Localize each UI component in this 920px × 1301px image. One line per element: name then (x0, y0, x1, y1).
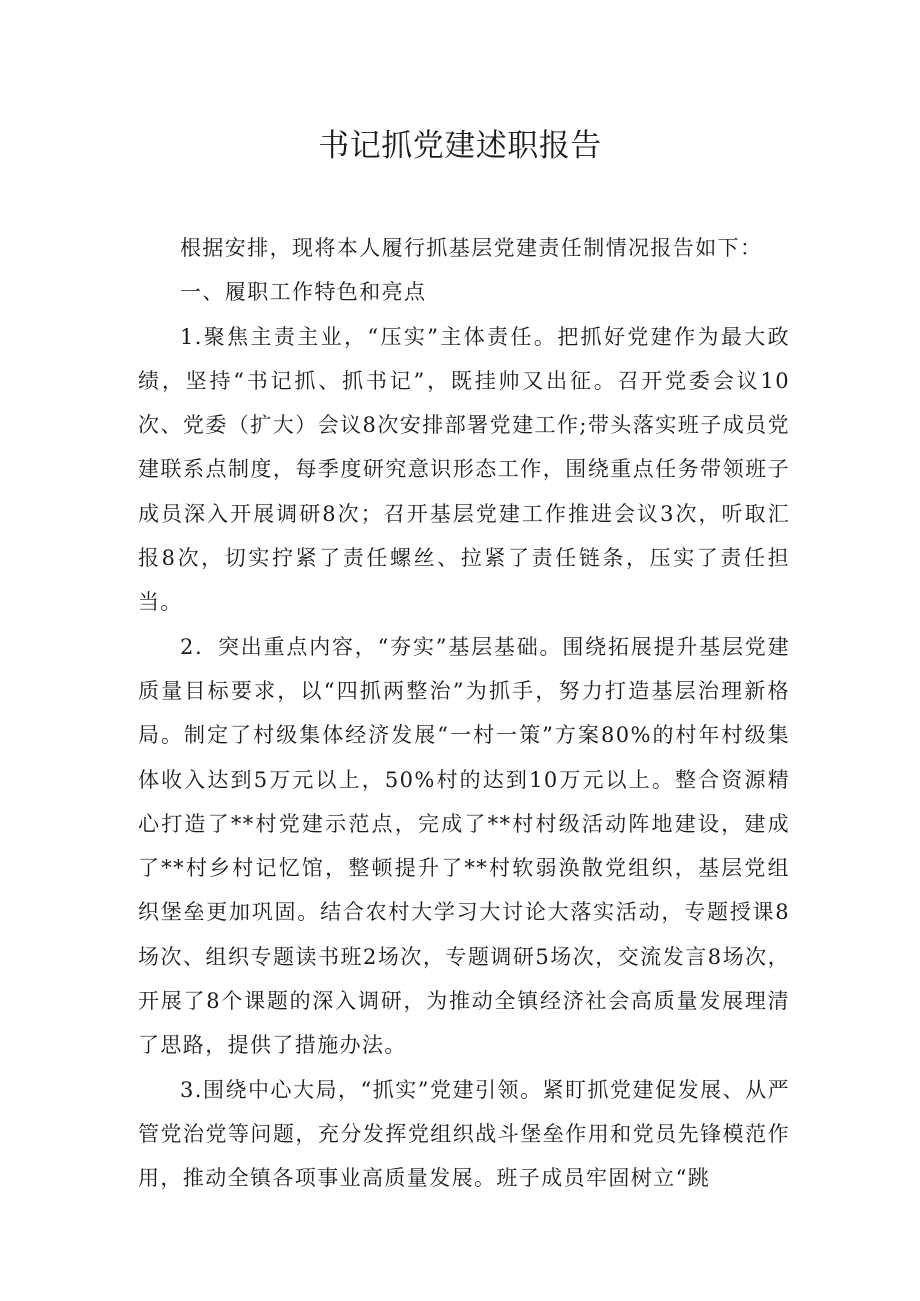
document-body (138, 226, 790, 1201)
paragraph-item-3: 3.围绕中心大局，“抓实”党建引领。紧盯抓党建促发展、从严管党治党等问题，充分发挥党组织战斗堡垒作用和党员先锋模范作用，推动全镇各项事业高质量发展。班子成员牢固树立“跳 (138, 1077, 790, 1191)
section-heading: 一、履职工作特色和亮点 (180, 280, 427, 305)
document-title: 书记抓党建述职报告 (318, 128, 602, 164)
paragraph-item-1: 1.聚焦主责主业，“压实”主体责任。把抓好党建作为最大政绩，坚持“书记抓、抓书记”，既挂帅又出征。召开党委会议10次、党委（扩大）会议8次安排部署党建工作;带头落实班子成员党建联系点制度，每季度研究意识形态工作，围绕重点任务带领班子成员深入开展调研8次；召开基层党建工作推进会议3次，听取汇报8次，切实拧紧了责任螺丝、拉紧了责任链条，压实了责任担当。 (138, 324, 790, 615)
paragraph-intro: 根据安排，现将本人履行抓基层党建责任制情况报告如下： (180, 236, 763, 260)
paragraph-item-2: 2．突出重点内容，“夯实”基层基础。围绕拓展提升基层党建质量目标要求，以“四抓两整治”为抓手，努力打造基层治理新格局。制定了村级集体经济发展“一村一策”方案80%的村年村级集体收入达到5万元以上，50%村的达到10万元以上。整合资源精心打造了**村党建示范点，完成了**村村级活动阵地建设，建成了**村乡村记忆馆，整顿提升了**村软弱涣散党组织，基层党组织堡垒更加巩固。结合农村大学习大讨论大落实活动，专题授课8场次、组织专题读书班2场次，专题调研5场次，交流发言8场次，开展了8个课题的深入调研，为推动全镇经济社会高质量发展理清了思路，提供了措施办法。 (138, 634, 790, 1058)
